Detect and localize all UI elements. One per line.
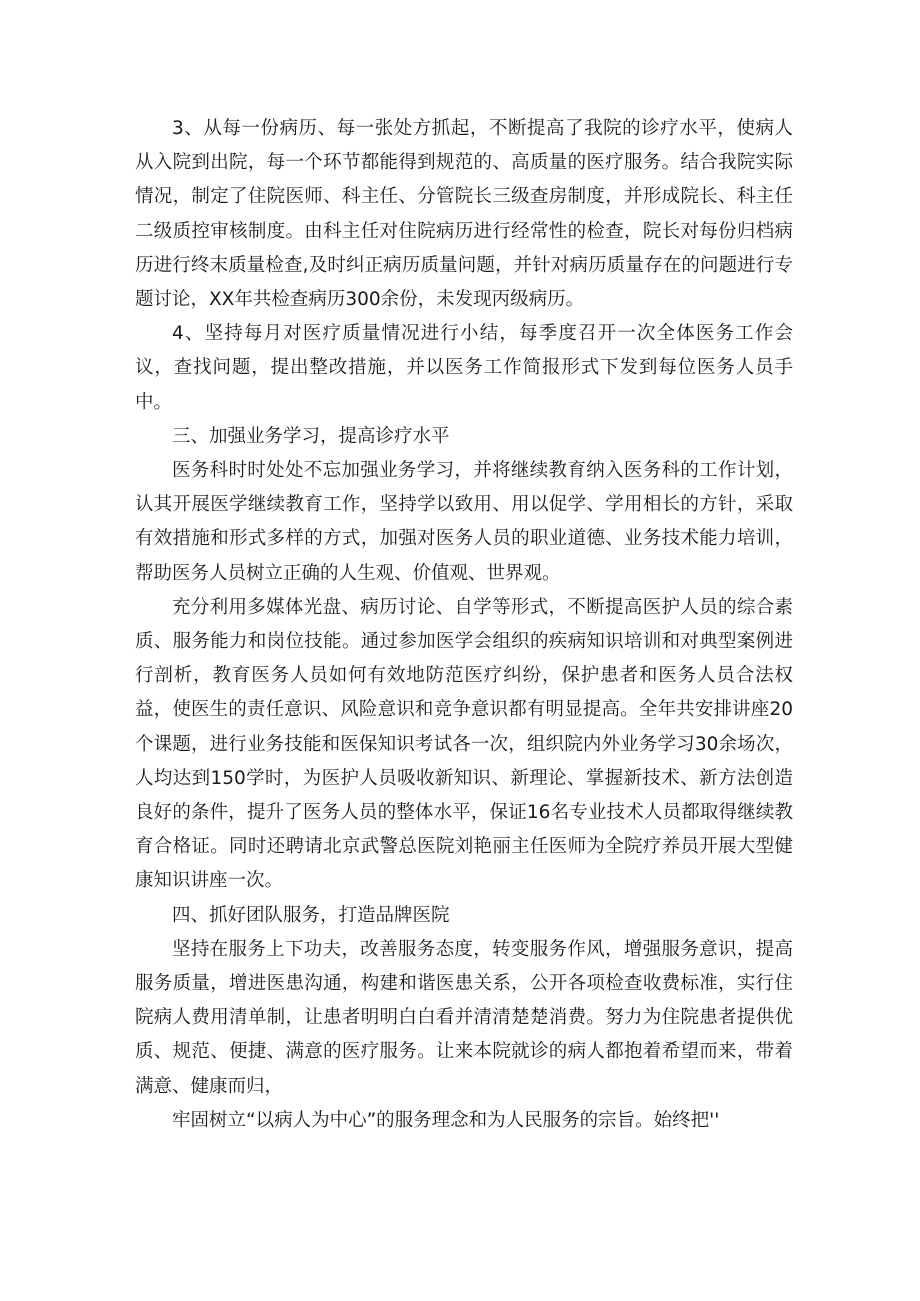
document-body — [135, 112, 793, 1138]
paragraph-service-improvement: 坚持在服务上下功夫，改善服务态度，转变服务作风，增强服务意识，提高服务质量，增进医患沟通，构建和谐医患关系，公开各项检查收费标准，实行住院病人费用清单制，让患者明明白白看并清清楚楚消费。努力为住院患者提供优质、规范、便捷、满意的医疗服务。让来本院就诊的病人都抱着希望而来，带着满意、健康而归， — [135, 938, 793, 1097]
section-heading-business-learning: 三、加强业务学习，提高诊疗水平 — [172, 425, 450, 447]
paragraph-medical-records: 3、从每一份病历、每一张处方抓起，不断提高了我院的诊疗水平，使病人从入院到出院，每一个环节都能得到规范的、高质量的医疗服务。结合我院实际情况，制定了住院医师、科主任、分管院长三级查房制度，并形成院长、科主任二级质控审核制度。由科主任对住院病历进行经常性的检查，院长对每份归档病历进行终末质量检查,及时纠正病历质量问题，并针对病历质量存在的问题进行专题讨论，XX年共检查病历300余份，未发现丙级病历。 — [135, 118, 793, 311]
paragraph-multimedia-training: 充分利用多媒体光盘、病历讨论、自学等形式，不断提高医护人员的综合素质、服务能力和岗位技能。通过参加医学会组织的疾病知识培训和对典型案例进行剖析，教育医务人员如何有效地防范医疗纠纷，保护患者和医务人员合法权益，使医生的责任意识、风险意识和竞争意识都有明显提高。全年共安排讲座20个课题，进行业务技能和医保知识考试各一次，组织院内外业务学习30余场次，人均达到150学时，为医护人员吸收新知识、新理论、掌握新技术、新方法创造良好的条件，提升了医务人员的整体水平，保证16名专业技术人员都取得继续教育合格证。同时还聘请北京武警总医院刘艳丽主任医师为全院疗养员开展大型健康知识讲座一次。 — [135, 596, 793, 892]
section-heading-team-service: 四、抓好团队服务，打造品牌医院 — [172, 904, 450, 926]
paragraph-monthly-summary: 4、坚持每月对医疗质量情况进行小结，每季度召开一次全体医务工作会议，查找问题，提出整改措施，并以医务工作简报形式下发到每位医务人员手中。 — [135, 323, 793, 413]
paragraph-continuing-education: 医务科时时处处不忘加强业务学习，并将继续教育纳入医务科的工作计划，认其开展医学继续教育工作，坚持学以致用、用以促学、学用相长的方针，采取有效措施和形式多样的方式，加强对医务人员的职业道德、业务技术能力培训，帮助医务人员树立正确的人生观、价值观、世界观。 — [135, 460, 793, 584]
paragraph-patient-centered: 牢固树立“以病人为中心”的服务理念和为人民服务的宗旨。始终把'' — [172, 1109, 720, 1131]
